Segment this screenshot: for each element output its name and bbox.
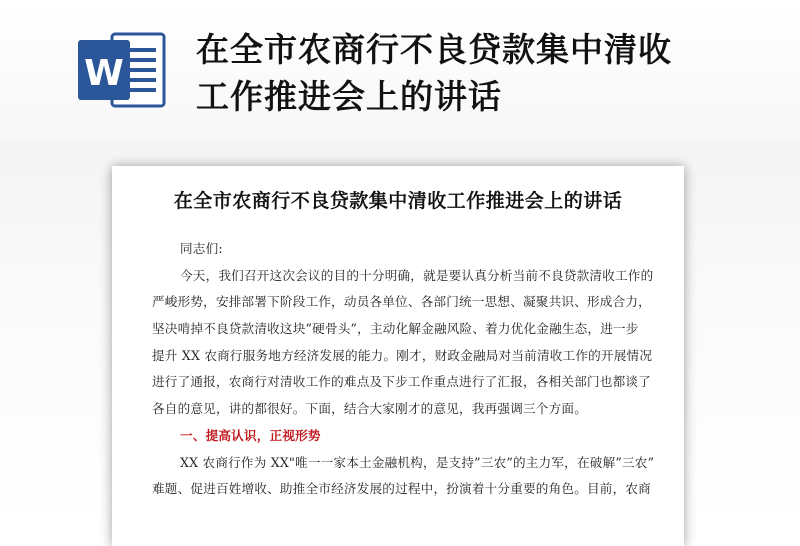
paragraph-line: XX 农商行作为 XX"唯一一家本土金融机构，是支持”三农”的主力军，在破解”三农”	[180, 454, 655, 470]
paragraph-line: 今天，我们召开这次会议的目的十分明确，就是要认真分析当前不良贷款清收工作的	[180, 267, 654, 283]
banner-title-line1: 在全市农商行不良贷款集中清收	[196, 30, 672, 69]
paragraph-line: 各自的意见，讲的都很好。下面，结合大家刚才的意见，我再强调三个方面。	[152, 401, 587, 417]
paragraph-line: 难题、促进百姓增收、助推全市经济发展的过程中，扮演着十分重要的角色。目前，农商	[152, 481, 651, 497]
section-heading: 一、提高认识，正视形势	[180, 427, 321, 443]
word-icon-letter: W	[84, 53, 124, 94]
word-document-icon	[76, 30, 166, 110]
banner-title-line2: 工作推进会上的讲话	[196, 77, 502, 116]
paragraph-line: 严峻形势，安排部署下阶段工作，动员各单位、各部门统一思想、凝聚共识、形成合力，	[152, 294, 651, 310]
document-body	[152, 236, 655, 503]
paragraph-line: 进行了通报，农商行对清收工作的难点及下步工作重点进行了汇报，各相关部门也都谈了	[152, 374, 651, 390]
banner-title	[196, 26, 756, 120]
document-title: 在全市农商行不良贷款集中清收工作推进会上的讲话	[173, 190, 623, 212]
paragraph-line: 提升 XX 农商行服务地方经济发展的能力。刚才，财政金融局对当前清收工作的开展情况	[152, 347, 653, 363]
salutation: 同志们:	[180, 241, 223, 256]
document-page	[112, 166, 684, 546]
paragraph-line: 坚决啃掉不良贷款清收这块”硬骨头”，主动化解金融风险、着力优化金融生态，进一步	[152, 321, 639, 337]
